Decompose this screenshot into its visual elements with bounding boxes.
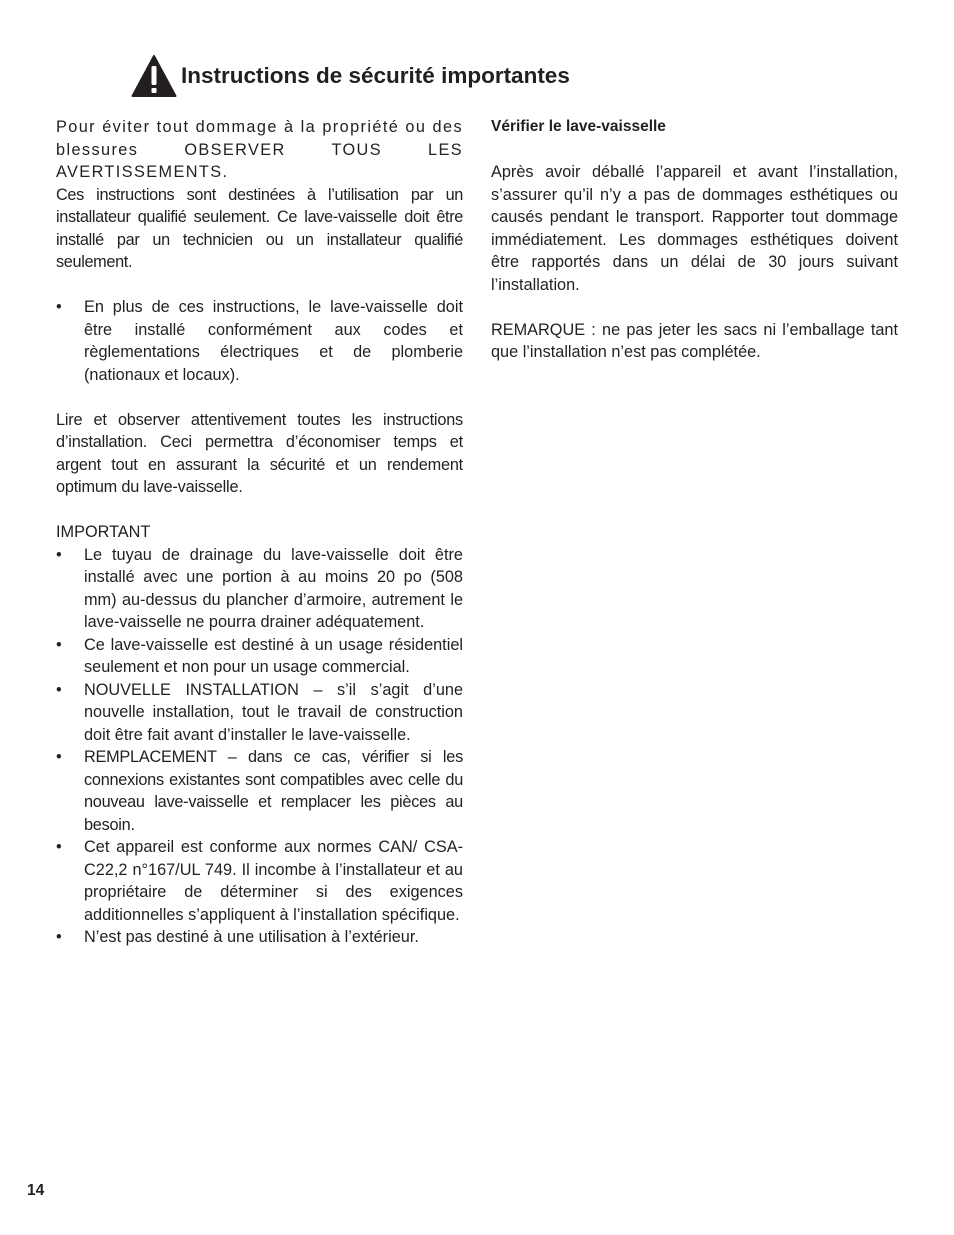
- bullet-mark: •: [56, 680, 62, 699]
- list-item: [56, 634, 463, 679]
- note-paragraph: REMARQUE : ne pas jeter les sacs ni l’emballage tant que l’installation n’est pas complétée.: [491, 320, 898, 361]
- title-row: [131, 54, 570, 98]
- list-item-text: REMPLACEMENT – dans ce cas, vérifier si les connexions existantes sont compatibles avec celle du nouveau lave-vaisselle et remplacer les pièces au besoin.: [84, 748, 463, 834]
- spacer: [56, 274, 463, 297]
- list-item-text: NOUVELLE INSTALLATION – s’il s’agit d’une nouvelle installation, tout le travail de construction doit être fait avant d’installer le lave-vaisselle.: [84, 680, 463, 744]
- warning-triangle-icon: [131, 54, 177, 98]
- intro-warning: Pour éviter tout dommage à la propriété ou des blessures OBSERVER TOUS LES AVERTISSEMENTS.: [56, 118, 463, 181]
- list-item: [56, 746, 463, 836]
- list-item: [56, 296, 463, 386]
- read-observe-paragraph: Lire et observer attentivement toutes les instructions d’installation. Ceci permettra d’économiser temps et argent tout en assurant la sécurité et un rendement optimum du lave-vaisselle.: [56, 410, 463, 496]
- list-item-text: En plus de ces instructions, le lave-vaisselle doit être installé conformément aux codes et règlementations électriques et de plomberie (nationaux et locaux).: [84, 298, 463, 384]
- bullet-mark: •: [56, 298, 62, 316]
- bullet-mark: •: [56, 635, 62, 654]
- important-list: [56, 544, 463, 949]
- right-column: [491, 116, 898, 364]
- list-item: [56, 836, 463, 926]
- page-number: 14: [27, 1182, 45, 1199]
- left-column: [56, 116, 463, 949]
- spacer: [56, 386, 463, 409]
- section-heading: Vérifier le lave-vaisselle: [491, 118, 666, 135]
- spacer: [56, 499, 463, 522]
- list-item-text: Ce lave-vaisselle est destiné à un usage résidentiel seulement et non pour un usage commercial.: [84, 635, 463, 676]
- list-item: [56, 544, 463, 634]
- inspection-paragraph: Après avoir déballé l’appareil et avant l’installation, s’assurer qu’il n’y a pas de dommages esthétiques ou causés pendant le transport. Rapporter tout dommage immédiatement. Les dommages esthétiques doivent être rapportés dans un délai de 30 jours suivant l’installation.: [491, 163, 898, 294]
- bullet-mark: •: [56, 928, 62, 946]
- list-item-text: N’est pas destiné à une utilisation à l’extérieur.: [84, 928, 419, 946]
- spacer: [491, 139, 898, 162]
- list-item-text: Cet appareil est conforme aux normes CAN/ CSA-C22,2 n°167/UL 749. Il incombe à l’installateur et au propriétaire de déterminer si des exigences additionnelles s’appliquent à l’installation spécifique.: [84, 838, 463, 924]
- bullet-mark: •: [56, 545, 62, 564]
- page-title: Instructions de sécurité importantes: [181, 63, 570, 88]
- list-item: [56, 926, 463, 949]
- important-label: IMPORTANT: [56, 523, 151, 541]
- intro-qualified-installer: Ces instructions sont destinées à l’utilisation par un installateur qualifié seulement. Ce lave-vaisselle doit être installé par un technicien ou un installateur qualifié seulement.: [56, 185, 463, 271]
- bullet-mark: •: [56, 748, 62, 766]
- codes-list: [56, 296, 463, 386]
- list-item-text: Le tuyau de drainage du lave-vaisselle doit être installé avec une portion à au moins 20 po (508 mm) au-dessus du plancher d’armoire, autrement le lave-vaisselle ne pourra drainer adéquatement.: [84, 545, 463, 631]
- spacer: [491, 296, 898, 319]
- bullet-mark: •: [56, 838, 62, 856]
- list-item: [56, 679, 463, 747]
